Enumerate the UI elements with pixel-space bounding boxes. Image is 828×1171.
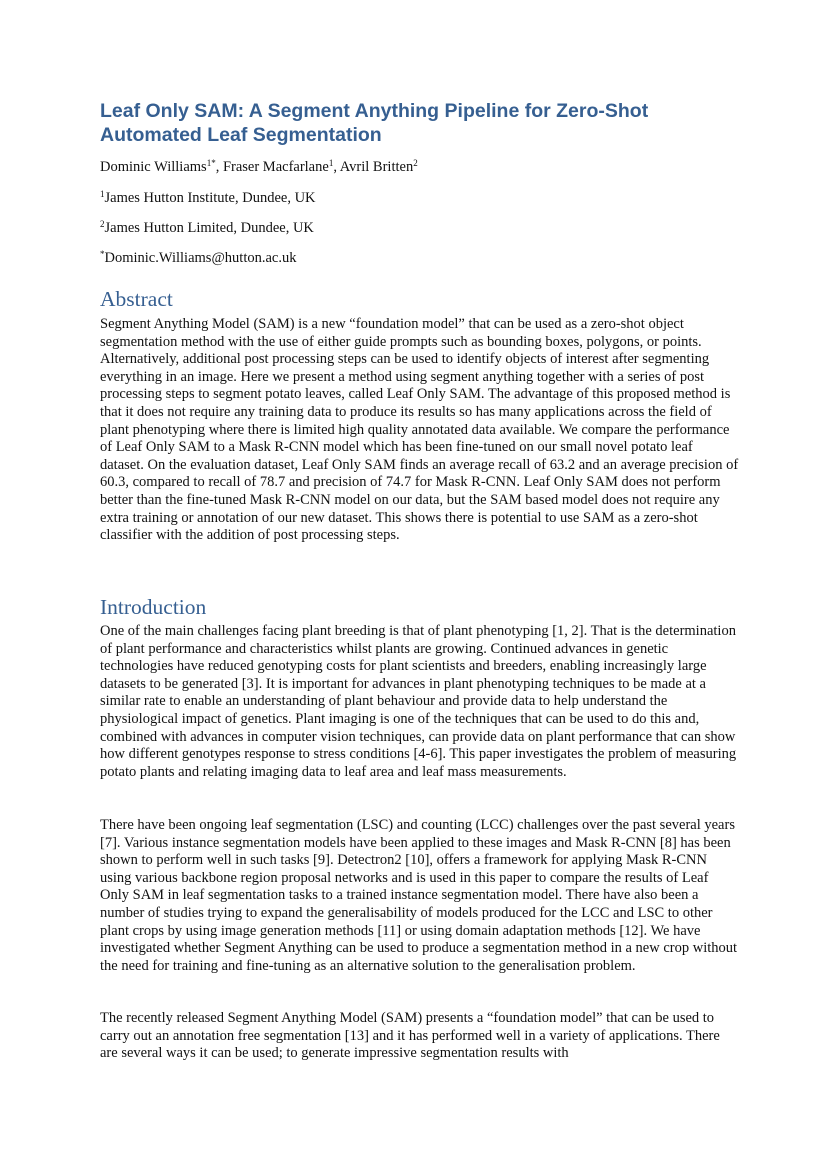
introduction-heading: Introduction	[100, 595, 207, 619]
author-affiliation-marker: 1	[328, 158, 334, 168]
corresponding-email: Dominic.Williams@hutton.ac.uk	[104, 250, 297, 266]
paper-title-line-1: Leaf Only SAM: A Segment Anything Pipeline for Zero-Shot	[100, 100, 649, 122]
affiliation-text: James Hutton Institute, Dundee, UK	[104, 190, 316, 206]
author-list: Dominic Williams$^{1*}$, Fraser Macfarlane$^1$, Avril Britten$^2$	[100, 158, 418, 175]
paper-title	[100, 99, 740, 147]
affiliation-marker: 2	[100, 219, 105, 229]
paper-title-line-2: Automated Leaf Segmentation	[100, 124, 382, 146]
abstract-text: Segment Anything Model (SAM) is a new “foundation model” that can be used as a zero-shot object segmentation method with the use of either guide prompts such as bounding boxes, polygons, or points. Alternatively, additional post processing steps can be used to identify objects of interest after segmenting everything in an image. Here we present a method using segment anything together with a series of post processing steps to segment potato leaves, called Leaf Only SAM. The advantage of this proposed method is that it does not require any training data to produce its results so has many applications across the field of plant phenotyping where there is limited high quality annotated data available. We compare the performance of Leaf Only SAM to a Mask R-CNN model which has been fine-tuned on our small novel potato leaf dataset. On the evaluation dataset, Leaf Only SAM finds an average recall of 63.2 and an average precision of 60.3, compared to recall of 78.7 and precision of 74.7 for Mask R-CNN. Leaf Only SAM does not perform better than the fine-tuned Mask R-CNN model on our data, but the SAM based model does not require any extra training or annotation of our new dataset. This shows there is potential to use SAM as a zero-shot classifier with the addition of post processing steps.	[100, 316, 739, 544]
corresponding-author-marker: *	[100, 249, 105, 259]
affiliation-line	[100, 219, 314, 237]
introduction-paragraph: The recently released Segment Anything Model (SAM) presents a “foundation model” that can be used to carry out an annotation free segmentation [13] and it has performed well in a variety of applications. There are several ways it can be used; to generate impressive segmentation results with	[100, 1010, 720, 1062]
author-name: Avril Britten	[339, 159, 414, 175]
introduction-paragraph: There have been ongoing leaf segmentation (LSC) and counting (LCC) challenges over the past several years [7]. Various instance segmentation models have been applied to these images and Mask R-CNN [8] has been shown to perform well in such tasks [9]. Detectron2 [10], offers a framework for applying Mask R-CNN using various backbone region proposal networks and is used in this paper to compare the results of Leaf Only SAM in leaf segmentation tasks to a trained instance segmentation model. There have also been a number of studies trying to expand the generalisability of models produced for the LCC and LSC to other plant crops by using image generation methods [11] or using domain adaptation methods [12]. We have investigated whether Segment Anything can be used to produce a segmentation method in a new crop without the need for training and fine-tuning as an alternative solution to the generalisation problem.	[100, 817, 738, 974]
author-affiliation-marker: 2	[413, 158, 418, 168]
author-affiliation-marker: 1*	[206, 158, 216, 168]
affiliation-line	[100, 189, 316, 207]
introduction-paragraph: One of the main challenges facing plant breeding is that of plant phenotyping [1, 2]. That is the determination of plant performance and characteristics whilst plants are growing. Continued advances in genetic technologies have reduced genotyping costs for plant scientists and breeders, enabling increasingly large datasets to be generated [3]. It is important for advances in plant phenotyping techniques to be made at a similar rate to enable an understanding of plant behaviour and provide data to help understand the physiological impact of genetics. Plant imaging is one of the techniques that can be used to do this and, combined with advances in computer vision techniques, can provide data on plant performance that can show how different genotypes response to stress conditions [4-6]. This paper investigates the problem of measuring potato plants and relating imaging data to leaf area and leaf mass measurements.	[100, 623, 737, 780]
affiliation-marker: 1	[100, 189, 105, 199]
author-name: Dominic Williams	[100, 159, 207, 175]
author-name: Fraser Macfarlane	[222, 159, 329, 175]
corresponding-email-line	[100, 249, 296, 267]
affiliation-text: James Hutton Limited, Dundee, UK	[104, 220, 314, 236]
abstract-heading: Abstract	[100, 287, 173, 311]
